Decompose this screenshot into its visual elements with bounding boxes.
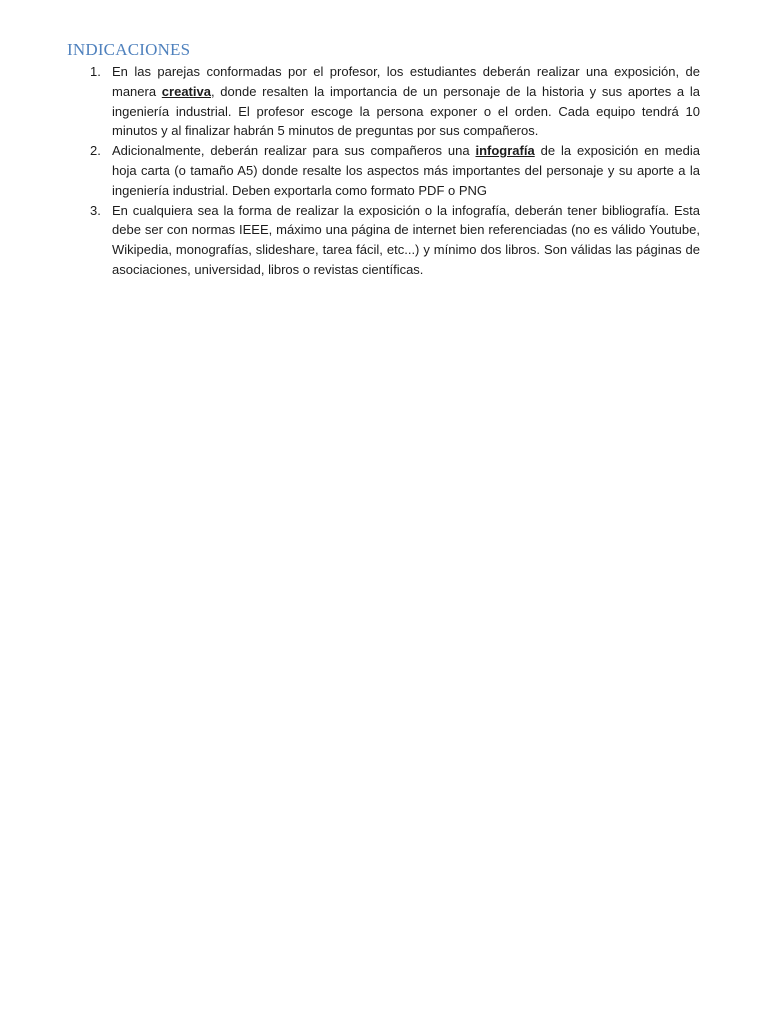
list-item-number: 2.	[90, 143, 101, 159]
list-item-number: 1.	[90, 64, 101, 79]
list-item-text: En cualquiera sea la forma de realizar la exposición o la infografía, deberán tener bibliografía. Esta debe ser con normas IEEE, máximo una página de internet bien referenciadas (no es válido Youtube, Wikipedia, monografías, slideshare, tarea fácil, etc...) y mínimo dos libros. Son válidas las páginas de asociaciones, universidad, libros o revistas científicas.	[112, 202, 700, 277]
list-item-text: , donde resalten la importancia de un personaje de la historia y sus aportes a la ingeniería industrial. El profesor escoge la persona exponer o el orden. Cada equipo tendrá 10 minutos y al finalizar habrán 5 minutos de preguntas por sus compañeros.	[112, 83, 700, 139]
underlined-keyword: creativa	[161, 83, 211, 99]
list-item	[90, 141, 700, 200]
list-item-text: Adicionalmente, deberán realizar para sus compañeros una	[112, 143, 476, 159]
list-item-number: 3.	[90, 202, 101, 218]
list-item-text: En las parejas conformadas por el profesor, los estudiantes deberán realizar una exposición, de manera	[112, 64, 700, 99]
list-item-text: de la exposición en media hoja carta (o tamaño A5) donde resalte los aspectos más importantes del personaje y su aporte a la ingeniería industrial. Deben exportarla como formato PDF o PNG	[112, 143, 700, 198]
list-item	[90, 62, 700, 141]
instructions-list	[90, 62, 700, 280]
section-heading: INDICACIONES	[67, 40, 191, 59]
underlined-keyword: infografía	[475, 143, 535, 159]
list-item	[90, 201, 700, 280]
